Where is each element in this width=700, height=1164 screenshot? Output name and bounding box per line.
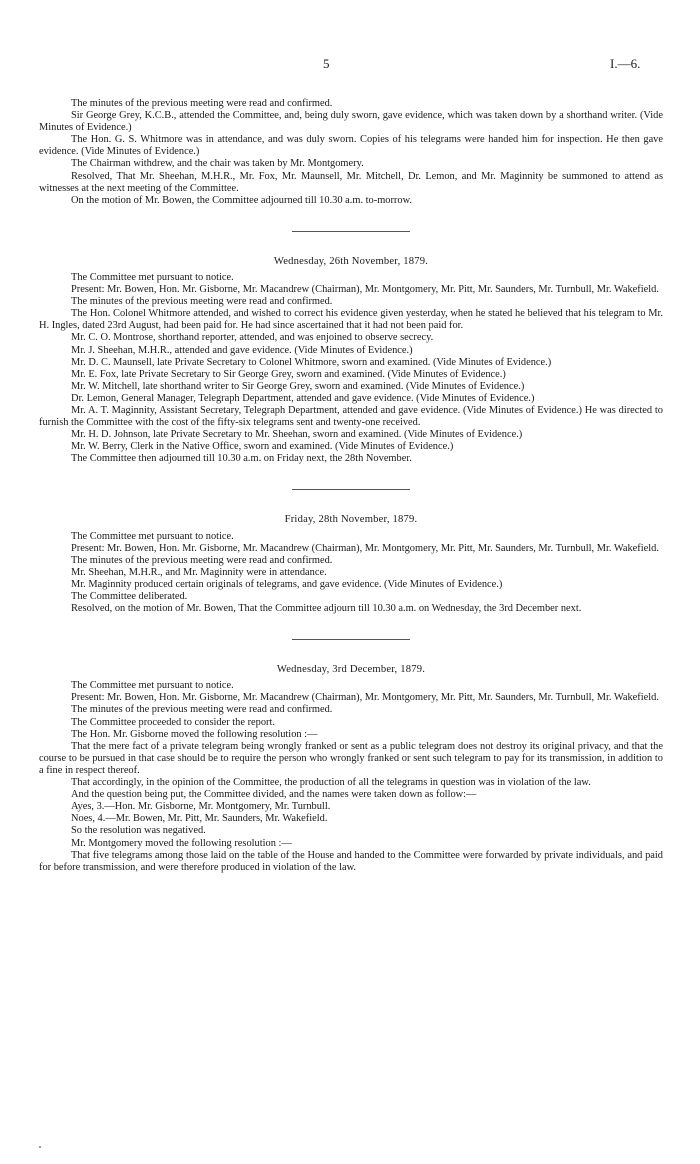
paragraph: Mr. J. Sheehan, M.H.R., attended and gave evidence. (Vide Minutes of Evidence.) xyxy=(71,344,413,356)
paragraph: That the mere fact of a private telegram being wrongly franked or sent as a public telegram does not destroy its original privacy, and that the course to be pursued in that case should be to require the person who wrongly franked or sent such telegram to pay for its transmission, in addition to a fine in respect thereof. xyxy=(39,740,663,776)
paragraph: Sir George Grey, K.C.B., attended the Committee, and, being duly sworn, gave evidence, which was taken down by a shorthand writer. (Vide Minutes of Evidence.) xyxy=(39,110,663,134)
paragraph: Present: Mr. Bowen, Hon. Mr. Gisborne, Mr. Macandrew (Chairman), Mr. Montgomery, Mr. Pitt, Mr. Saunders, Mr. Turnbull, Mr. Wakefield. xyxy=(71,542,659,554)
paragraph: Resolved, on the motion of Mr. Bowen, That the Committee adjourn till 10.30 a.m. on Wednesday, the 3rd December next. xyxy=(71,603,582,615)
paragraph: That accordingly, in the opinion of the Committee, the production of all the telegrams in question was in violation of the law. xyxy=(71,777,591,789)
section-divider xyxy=(292,231,410,232)
paragraph: Mr. Maginnity produced certain originals of telegrams, and gave evidence. (Vide Minutes of Evidence.) xyxy=(71,578,503,590)
paragraph: Mr. C. O. Montrose, shorthand reporter, attended, and was enjoined to observe secrecy. xyxy=(71,332,434,344)
paragraph: Noes, 4.—Mr. Bowen, Mr. Pitt, Mr. Saunders, Mr. Wakefield. xyxy=(71,813,328,825)
paragraph: Mr. Montgomery moved the following resolution :— xyxy=(71,837,292,849)
paragraph: The Chairman withdrew, and the chair was taken by Mr. Montgomery. xyxy=(71,158,364,170)
paragraph: The Committee then adjourned till 10.30 a.m. on Friday next, the 28th November. xyxy=(71,453,412,465)
session-25-november xyxy=(39,98,663,207)
paragraph: Ayes, 3.—Hon. Mr. Gisborne, Mr. Montgomery, Mr. Turnbull. xyxy=(71,801,331,813)
section-divider xyxy=(292,639,410,640)
page-mark xyxy=(39,1146,41,1148)
session-28-november xyxy=(39,514,663,615)
paragraph: The Hon. Colonel Whitmore attended, and wished to correct his evidence given yesterday, when he stated he believed that his telegram to Mr. H. Ingles, dated 23rd August, had been paid for. He had since ascertained that it had not been paid for. xyxy=(39,308,663,332)
paragraph: Mr. Sheehan, M.H.R., and Mr. Maginnity were in attendance. xyxy=(71,566,327,578)
page-number: 5 xyxy=(323,56,330,71)
paragraph: The Committee proceeded to consider the report. xyxy=(71,716,275,728)
session-26-november xyxy=(39,256,663,466)
session-heading: Wednesday, 3rd December, 1879. xyxy=(276,664,426,676)
session-3-december xyxy=(39,664,663,874)
paragraph: Mr. W. Mitchell, late shorthand writer to Sir George Grey, sworn and examined. (Vide Minutes of Evidence.) xyxy=(71,380,525,392)
paragraph: The minutes of the previous meeting were read and confirmed. xyxy=(71,98,333,109)
paragraph: The Committee met pursuant to notice. xyxy=(71,271,234,283)
paragraph: That five telegrams among those laid on the table of the House and handed to the Committee were forwarded by private individuals, and paid for before transmission, and were therefore produced in violation of the law. xyxy=(39,849,663,873)
paragraph: Present: Mr. Bowen, Hon. Mr. Gisborne, Mr. Macandrew (Chairman), Mr. Montgomery, Mr. Pitt, Mr. Saunders, Mr. Turnbull, Mr. Wakefield. xyxy=(71,284,659,296)
section-divider xyxy=(292,489,410,490)
document-reference: I.—6. xyxy=(610,56,641,71)
paragraph: Mr. D. C. Maunsell, late Private Secretary to Colonel Whitmore, sworn and examined. (Vide Minutes of Evidence.) xyxy=(71,356,552,368)
paragraph: Resolved, That Mr. Sheehan, M.H.R., Mr. Fox, Mr. Maunsell, Mr. Mitchell, Dr. Lemon, and Mr. Maginnity be summoned to attend as witnesses at the next meeting of the Committee. xyxy=(39,170,663,194)
minutes-content xyxy=(39,98,663,874)
paragraph: The Committee met pursuant to notice. xyxy=(71,680,234,692)
paragraph: The Committee met pursuant to notice. xyxy=(71,530,234,542)
session-heading: Friday, 28th November, 1879. xyxy=(284,514,418,526)
paragraph: The Committee deliberated. xyxy=(71,591,188,602)
paragraph: The Hon. G. S. Whitmore was in attendance, and was duly sworn. Copies of his telegrams were handed him for inspection. He then gave evidence. (Vide Minutes of Evidence.) xyxy=(39,134,663,158)
paragraph: The minutes of the previous meeting were read and confirmed. xyxy=(71,296,333,308)
paragraph: Dr. Lemon, General Manager, Telegraph Department, attended and gave evidence. (Vide Minutes of Evidence.) xyxy=(71,392,535,404)
paragraph: On the motion of Mr. Bowen, the Committee adjourned till 10.30 a.m. to-morrow. xyxy=(71,194,413,206)
session-heading: Wednesday, 26th November, 1879. xyxy=(273,255,429,267)
paragraph: Mr. A. T. Maginnity, Assistant Secretary, Telegraph Department, attended and gave evidence. (Vide Minutes of Evidence.) He was directed to furnish the Committee with the cost of the fifty-six telegrams sent and twenty-one received. xyxy=(39,404,663,429)
paragraph: Mr. H. D. Johnson, late Private Secretary to Mr. Sheehan, sworn and examined. (Vide Minutes of Evidence.) xyxy=(71,429,523,441)
paragraph: Present: Mr. Bowen, Hon. Mr. Gisborne, Mr. Macandrew (Chairman), Mr. Montgomery, Mr. Pitt, Mr. Saunders, Mr. Turnbull, Mr. Wakefield. xyxy=(71,692,659,704)
paragraph: So the resolution was negatived. xyxy=(71,825,206,837)
paragraph: The Hon. Mr. Gisborne moved the following resolution :— xyxy=(71,728,318,740)
paragraph: Mr. E. Fox, late Private Secretary to Sir George Grey, sworn and examined. (Vide Minutes of Evidence.) xyxy=(71,368,506,380)
paragraph: The minutes of the previous meeting were read and confirmed. xyxy=(71,704,333,716)
paragraph: And the question being put, the Committee divided, and the names were taken down as follow:— xyxy=(71,789,477,801)
paragraph: Mr. W. Berry, Clerk in the Native Office, sworn and examined. (Vide Minutes of Evidence.) xyxy=(71,441,454,453)
paragraph: The minutes of the previous meeting were read and confirmed. xyxy=(71,554,333,566)
